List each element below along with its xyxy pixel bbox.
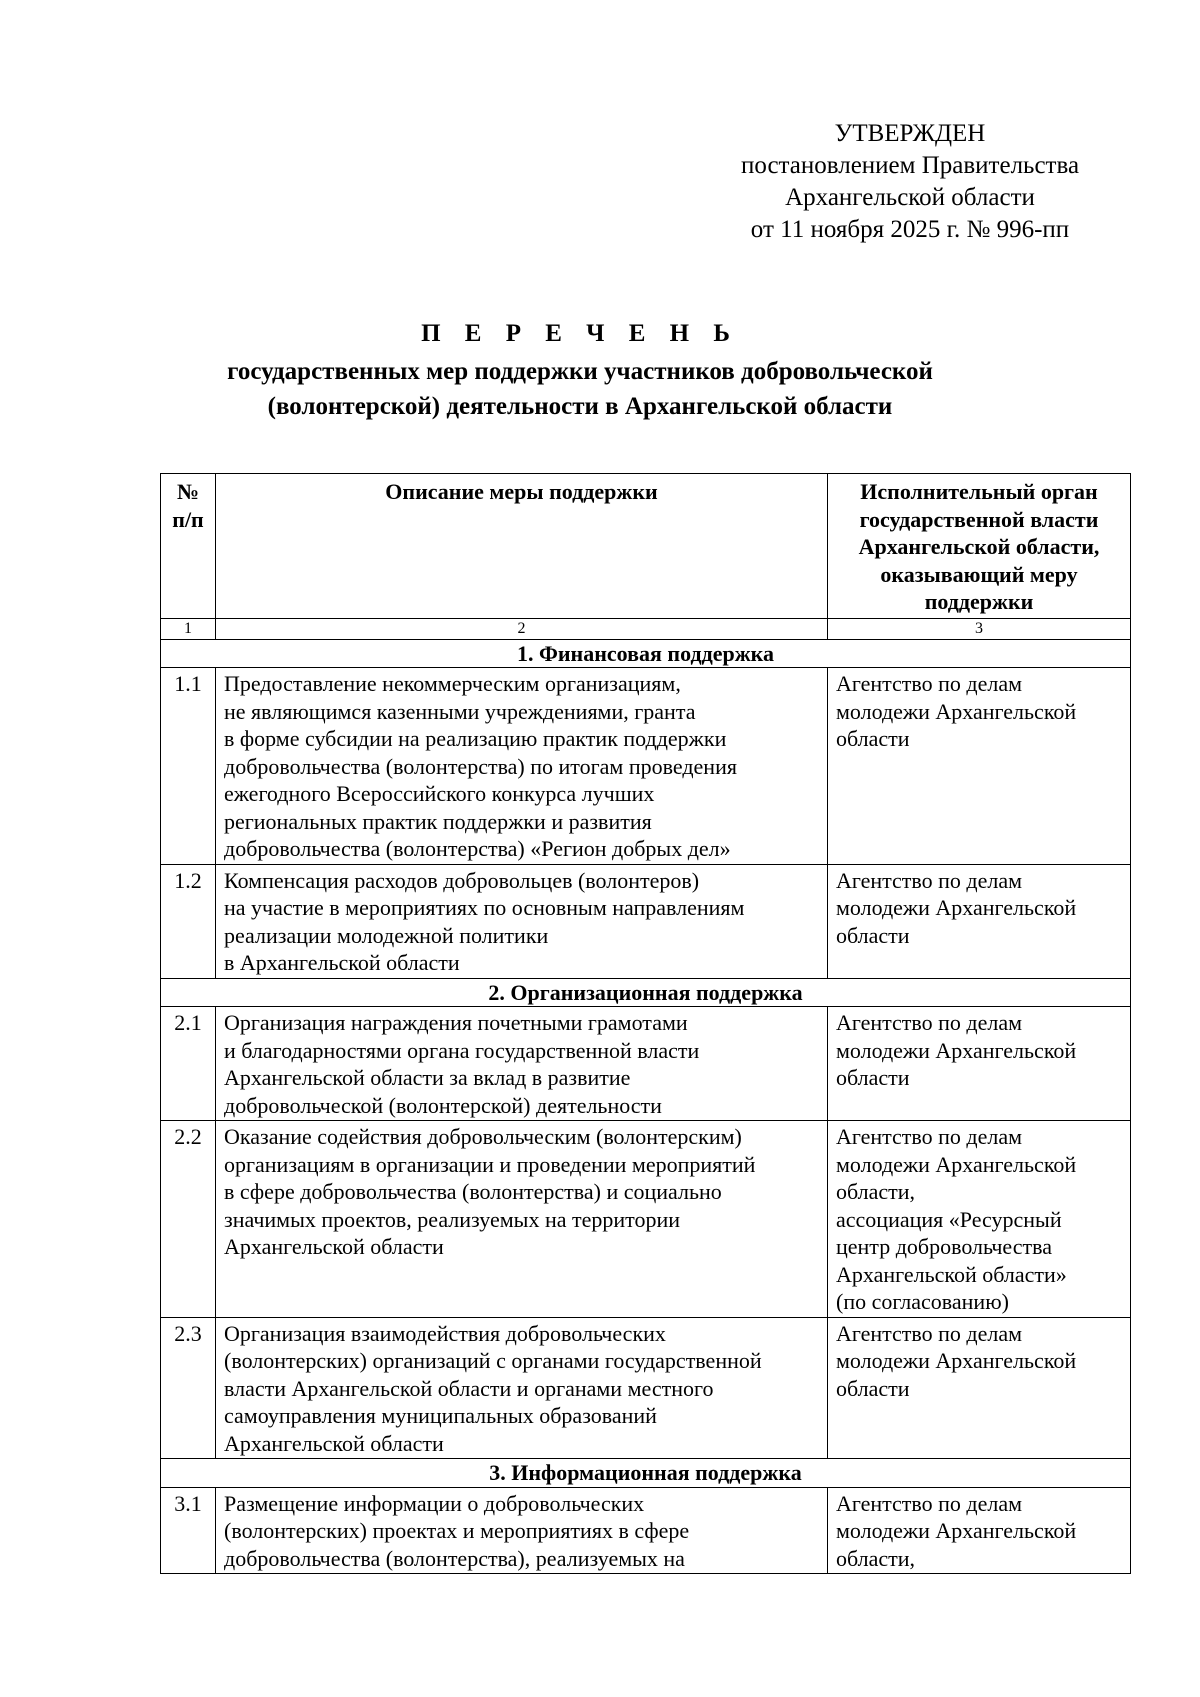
measure-description bbox=[216, 864, 828, 978]
organ-line: ассоциация «Ресурсный bbox=[836, 1206, 1062, 1232]
description-line: Предоставление некоммерческим организациям, bbox=[224, 671, 681, 696]
responsible-organ bbox=[828, 1121, 1131, 1318]
responsible-organ bbox=[828, 1317, 1131, 1459]
row-number: 2.3 bbox=[161, 1317, 216, 1459]
organ-line: молодежи Архангельской bbox=[836, 1037, 1077, 1063]
section-title: 3. Информационная поддержка bbox=[161, 1459, 1131, 1488]
header-description: Описание меры поддержки bbox=[216, 474, 828, 619]
description-line: добровольчества (волонтерства) по итогам проведения bbox=[224, 753, 737, 779]
approval-line: от 11 ноября 2025 г. № 996-пп bbox=[750, 216, 1070, 243]
organ-line: Агентство по делам bbox=[836, 1010, 1023, 1035]
organ-line: Агентство по делам bbox=[836, 1320, 1023, 1346]
organ-line: молодежи Архангельской bbox=[836, 1151, 1077, 1177]
measure-description bbox=[216, 1007, 828, 1121]
description-line: организациям в организации и проведении мероприятий bbox=[224, 1151, 756, 1177]
description-line: не являющимся казенными учреждениями, гранта bbox=[224, 698, 696, 724]
header-organ-line: оказывающий меру bbox=[880, 561, 1078, 587]
description-line: Архангельской области bbox=[224, 1430, 444, 1456]
title-main: П Е Р Е Ч Е Н Ь bbox=[421, 320, 739, 347]
organ-line: молодежи Архангельской bbox=[836, 895, 1077, 920]
column-number: 2 bbox=[216, 618, 828, 639]
table-row bbox=[161, 1007, 1131, 1121]
header-organ bbox=[828, 474, 1131, 619]
description-line: ежегодного Всероссийского конкурса лучших bbox=[224, 781, 655, 806]
responsible-organ bbox=[828, 668, 1131, 865]
measure-description bbox=[216, 668, 828, 865]
description-line: значимых проектов, реализуемых на территории bbox=[224, 1206, 681, 1232]
responsible-organ bbox=[828, 1007, 1131, 1121]
description-line: региональных практик поддержки и развития bbox=[224, 808, 652, 834]
organ-line: (по согласованию) bbox=[836, 1289, 1009, 1314]
title-sub-line: (волонтерской) деятельности в Архангельской области bbox=[267, 393, 893, 420]
description-line: власти Архангельской области и органами местного bbox=[224, 1375, 714, 1401]
organ-line: Архангельской области» bbox=[836, 1261, 1067, 1287]
description-line: на участие в мероприятиях по основным направлениям bbox=[224, 895, 745, 920]
description-line: Компенсация расходов добровольцев (волонтеров) bbox=[224, 867, 700, 893]
approval-stamp bbox=[700, 118, 1120, 246]
organ-line: области, bbox=[836, 1179, 916, 1204]
description-line: (волонтерских) проектах и мероприятиях в сфере bbox=[224, 1518, 690, 1543]
measure-description bbox=[216, 1121, 828, 1318]
column-number: 1 bbox=[161, 618, 216, 639]
header-organ-line: поддержки bbox=[924, 589, 1034, 614]
row-number: 2.1 bbox=[161, 1007, 216, 1121]
row-number: 1.2 bbox=[161, 864, 216, 978]
column-number: 3 bbox=[828, 618, 1131, 639]
section-row bbox=[161, 978, 1131, 1007]
approval-line: постановлением Правительства bbox=[740, 152, 1080, 179]
organ-line: Агентство по делам bbox=[836, 867, 1023, 893]
section-title: 1. Финансовая поддержка bbox=[161, 639, 1131, 668]
document-title bbox=[160, 318, 1000, 424]
approval-line: Архангельской области bbox=[785, 184, 1035, 211]
organ-line: Агентство по делам bbox=[836, 1490, 1023, 1516]
organ-line: области, bbox=[836, 1545, 916, 1571]
description-line: добровольчества (волонтерства) «Регион добрых дел» bbox=[224, 836, 731, 861]
organ-line: молодежи Архангельской bbox=[836, 698, 1077, 724]
organ-line: области bbox=[836, 1065, 910, 1090]
description-line: добровольческой (волонтерской) деятельности bbox=[224, 1092, 662, 1118]
table-row bbox=[161, 864, 1131, 978]
table-row bbox=[161, 668, 1131, 865]
header-num-line: № bbox=[176, 479, 200, 504]
header-row bbox=[161, 474, 1131, 619]
section-row bbox=[161, 639, 1131, 668]
organ-line: Агентство по делам bbox=[836, 1124, 1023, 1149]
table-row bbox=[161, 1487, 1131, 1574]
table-row bbox=[161, 1317, 1131, 1459]
organ-line: области bbox=[836, 1375, 910, 1401]
description-line: в Архангельской области bbox=[224, 950, 460, 975]
organ-line: Агентство по делам bbox=[836, 671, 1023, 696]
organ-line: области bbox=[836, 922, 910, 948]
responsible-organ bbox=[828, 1487, 1131, 1574]
title-sub-line: государственных мер поддержки участников добровольческой bbox=[227, 358, 933, 385]
description-line: (волонтерских) организаций с органами государственной bbox=[224, 1348, 762, 1373]
description-line: Организация награждения почетными грамотами bbox=[224, 1010, 688, 1035]
header-num bbox=[161, 474, 216, 619]
table-body bbox=[161, 618, 1131, 1574]
measure-description bbox=[216, 1487, 828, 1574]
description-line: добровольчества (волонтерства), реализуемых на bbox=[224, 1545, 685, 1571]
section-row bbox=[161, 1459, 1131, 1488]
measures-table bbox=[160, 473, 1131, 1574]
organ-line: центр добровольчества bbox=[836, 1234, 1052, 1259]
header-organ-line: Архангельской области, bbox=[858, 534, 1100, 559]
description-line: Размещение информации о добровольческих bbox=[224, 1490, 645, 1516]
measure-description bbox=[216, 1317, 828, 1459]
row-number: 3.1 bbox=[161, 1487, 216, 1574]
description-line: реализации молодежной политики bbox=[224, 922, 549, 948]
table-row bbox=[161, 1121, 1131, 1318]
description-line: Оказание содействия добровольческим (волонтерским) bbox=[224, 1124, 742, 1149]
description-line: Организация взаимодействия добровольческих bbox=[224, 1320, 666, 1346]
row-number: 2.2 bbox=[161, 1121, 216, 1318]
description-line: Архангельской области за вклад в развитие bbox=[224, 1065, 631, 1090]
description-line: в сфере добровольчества (волонтерства) и социально bbox=[224, 1179, 722, 1204]
header-num-line: п/п bbox=[172, 506, 204, 532]
row-number: 1.1 bbox=[161, 668, 216, 865]
organ-line: молодежи Архангельской bbox=[836, 1518, 1077, 1543]
column-number-row bbox=[161, 618, 1131, 639]
header-organ-line: Исполнительный орган bbox=[860, 479, 1098, 504]
section-title: 2. Организационная поддержка bbox=[161, 978, 1131, 1007]
responsible-organ bbox=[828, 864, 1131, 978]
description-line: и благодарностями органа государственной власти bbox=[224, 1037, 700, 1063]
description-line: самоуправления муниципальных образований bbox=[224, 1403, 657, 1428]
description-line: Архангельской области bbox=[224, 1234, 444, 1259]
organ-line: молодежи Архангельской bbox=[836, 1348, 1077, 1373]
organ-line: области bbox=[836, 726, 910, 751]
approval-line: УТВЕРЖДЕН bbox=[834, 120, 986, 147]
description-line: в форме субсидии на реализацию практик поддержки bbox=[224, 726, 727, 751]
header-organ-line: государственной власти bbox=[859, 506, 1099, 532]
